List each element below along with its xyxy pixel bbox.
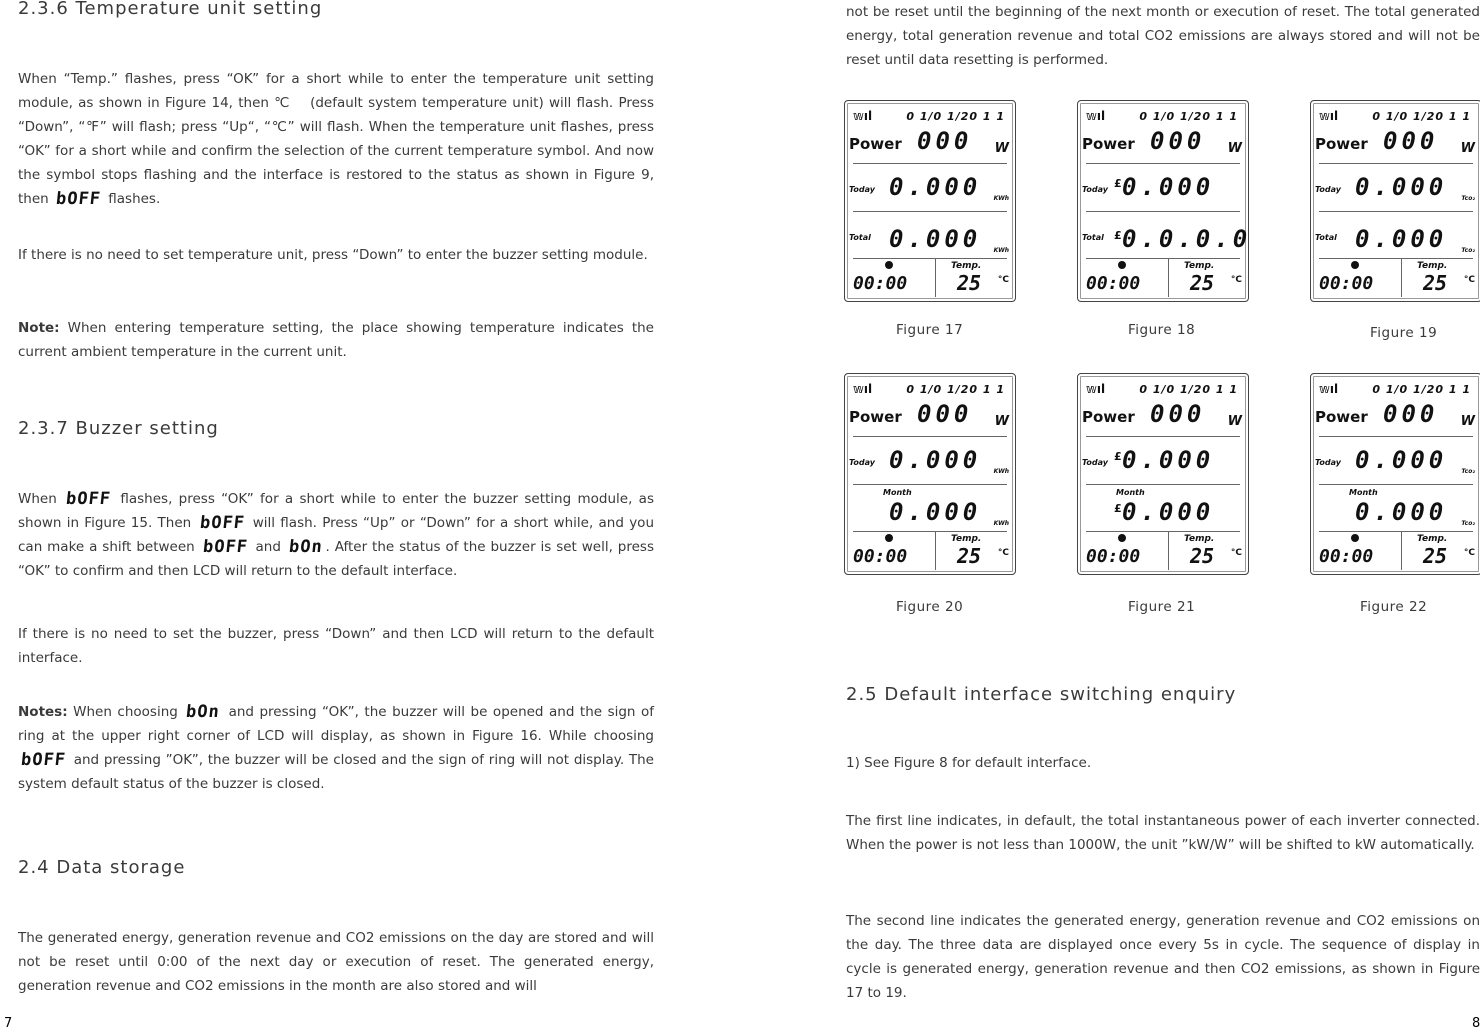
row1-value: 0.000 (1122, 173, 1215, 201)
segment-boff: bOFF (54, 189, 103, 209)
lcd-date: 0 1/0 1/20 1 1 (1139, 383, 1238, 396)
power-label: Power (1315, 135, 1368, 153)
lcd-time: 00:00 (853, 546, 908, 567)
default-interface-paragraph: 1) See Figure 8 for default interface. (846, 755, 1092, 771)
temp-label: Temp. (1417, 534, 1448, 544)
row2-unit: KWh (993, 247, 1009, 254)
power-label: Power (849, 408, 902, 426)
temp-value: 25 (1423, 544, 1448, 568)
clock-icon (885, 261, 893, 269)
buzzer-paragraph (18, 487, 654, 583)
skip-temperature-paragraph: If there is no need to set temperature unit, press “Down” to enter the buzzer setting module. (18, 247, 648, 263)
second-line-paragraph: The second line indicates the generated energy, generation revenue and CO2 emissions on the day. The three data are displayed once every 5s in cycle. The sequence of display in cycle is generated energy, generation revenue and then CO2 emissions, as shown in Figure 17 to 19. (846, 913, 1480, 1001)
power-label: Power (1315, 408, 1368, 426)
divider (1319, 436, 1473, 437)
divider (1086, 211, 1240, 212)
divider (1086, 436, 1240, 437)
row2-label: Total (1315, 233, 1337, 242)
buzzer-text-d: and (255, 539, 281, 555)
temperature-text: When “Temp.” flashes, press “OK” for a short while to enter the temperature unit setting module, as shown in Figure 14, then ℃ (default system temperature unit) will flash. Press “Down”, “℉” will flash; press “Up“, “℃” will flash. When the temperature unit flashes, press “OK” for a short while and confirm the selection of the current temperature symbol. And now the symbol stops flashing and the interface is restored to the status as shown in Figure 9, then (18, 71, 654, 207)
power-unit: W (994, 141, 1009, 156)
divider (935, 532, 936, 570)
row1-label: Today (1315, 185, 1342, 194)
signal-icon: 𝕨ıl (1086, 382, 1106, 396)
temp-unit: °C (997, 275, 1009, 285)
signal-icon: 𝕨ıl (853, 382, 873, 396)
divider (1168, 259, 1169, 297)
row2-value: 0.000 (889, 498, 982, 526)
temperature-paragraph (18, 67, 654, 211)
temp-label: Temp. (1184, 261, 1215, 271)
row1-unit: Tco₂ (1461, 195, 1475, 202)
divider (1319, 484, 1473, 485)
lcd-date: 0 1/0 1/20 1 1 (906, 110, 1005, 123)
row1-value: 0.000 (1122, 446, 1215, 474)
segment-bon: bOn (185, 702, 222, 722)
power-value: 000 (917, 127, 973, 155)
clock-icon (1351, 261, 1359, 269)
section-heading-2-4: 2.4 Data storage (18, 857, 186, 878)
temp-value: 25 (1190, 544, 1215, 568)
temp-value: 25 (957, 544, 982, 568)
clock-icon (1118, 534, 1126, 542)
row2-label: Total (849, 233, 871, 242)
row2-value: 0.0.0.0 (1122, 225, 1252, 253)
divider (853, 484, 1007, 485)
lcd-display (1310, 100, 1480, 302)
month-label: Month (1349, 488, 1378, 497)
clock-icon (885, 534, 893, 542)
power-value: 000 (1383, 127, 1439, 155)
divider (853, 436, 1007, 437)
temp-unit: °C (1463, 275, 1475, 285)
segment-boff: bOFF (201, 537, 249, 557)
divider (853, 163, 1007, 164)
row2-unit: Tco₂ (1461, 247, 1475, 254)
row1-unit: KWh (993, 195, 1009, 202)
signal-icon: 𝕨ıl (1319, 382, 1339, 396)
row2-value: 0.000 (1355, 498, 1448, 526)
power-value: 000 (917, 400, 973, 428)
row1-value: 0.000 (889, 446, 982, 474)
figure-caption: Figure 20 (896, 599, 964, 615)
power-unit: W (1460, 414, 1475, 429)
notes-paragraph (18, 700, 654, 796)
lcd-display (844, 100, 1016, 302)
power-value: 000 (1150, 127, 1206, 155)
lcd-display (1077, 373, 1249, 575)
divider (1086, 484, 1240, 485)
row2-label: Total (1082, 233, 1104, 242)
row2-value: 0.000 (1355, 225, 1448, 253)
signal-icon: 𝕨ıl (1319, 109, 1339, 123)
divider (1319, 211, 1473, 212)
first-line-paragraph: The first line indicates, in default, the total instantaneous power of each inverter connected. When the power is not less than 1000W, the unit ”kW/W” will be shifted to kW automatically. (846, 813, 1480, 853)
power-value: 000 (1383, 400, 1439, 428)
lcd-date: 0 1/0 1/20 1 1 (906, 383, 1005, 396)
figure-caption: Figure 22 (1360, 599, 1428, 615)
pound-sign: £ (1114, 177, 1122, 190)
temp-label: Temp. (1184, 534, 1215, 544)
segment-boff: bOFF (198, 513, 246, 533)
lcd-display (1310, 373, 1480, 575)
figure-caption: Figure 17 (896, 322, 964, 338)
row1-value: 0.000 (1355, 446, 1448, 474)
clock-icon (1118, 261, 1126, 269)
row1-label: Today (849, 458, 876, 467)
divider (1086, 531, 1240, 532)
temp-label: Temp. (1417, 261, 1448, 271)
page-number: 8 (1472, 1016, 1480, 1031)
data-storage-paragraph: The generated energy, generation revenue and CO2 emissions on the day are stored and will not be reset until 0:00 of the next day or execution of reset. The generated energy, generation revenue and CO2 emissions in the month are also stored and will (18, 930, 654, 994)
figure-caption: Figure 21 (1128, 599, 1196, 615)
row2-unit: Tco₂ (1461, 520, 1475, 527)
divider (853, 531, 1007, 532)
lcd-time: 00:00 (1086, 273, 1141, 294)
pound-sign: £ (1114, 229, 1122, 242)
lcd-display (844, 373, 1016, 575)
temperature-text-end: flashes. (108, 191, 161, 207)
divider (935, 259, 936, 297)
power-unit: W (994, 414, 1009, 429)
temp-value: 25 (957, 271, 982, 295)
divider (1168, 532, 1169, 570)
divider (1401, 532, 1402, 570)
divider (1319, 531, 1473, 532)
divider (853, 211, 1007, 212)
row1-unit: KWh (993, 468, 1009, 475)
segment-bon: bOn (287, 537, 324, 557)
temp-value: 25 (1190, 271, 1215, 295)
lcd-time: 00:00 (1319, 273, 1374, 294)
lcd-time: 00:00 (1319, 546, 1374, 567)
power-label: Power (1082, 135, 1135, 153)
signal-icon: 𝕨ıl (853, 109, 873, 123)
divider (1086, 163, 1240, 164)
row1-label: Today (1082, 185, 1109, 194)
row1-label: Today (1082, 458, 1109, 467)
notes-text-c: and pressing ”OK”, the buzzer will be closed and the sign of ring will not display. The system default status of the buzzer is closed. (18, 752, 654, 792)
power-label: Power (1082, 408, 1135, 426)
section-heading-2-3-7: 2.3.7 Buzzer setting (18, 418, 219, 439)
buzzer-text-b: flashes, press “OK” for a short while to enter the buzzer setting module, as shown in Figure 15. Then (18, 491, 654, 531)
lcd-date: 0 1/0 1/20 1 1 (1372, 383, 1471, 396)
figure-caption: Figure 18 (1128, 322, 1196, 338)
notes-lead: Notes: (18, 704, 68, 720)
right-page (740, 0, 1480, 1032)
power-unit: W (1227, 141, 1242, 156)
lcd-date: 0 1/0 1/20 1 1 (1372, 110, 1471, 123)
section-heading-2-3-6: 2.3.6 Temperature unit setting (18, 0, 323, 19)
lcd-display (1077, 100, 1252, 302)
lcd-time: 00:00 (853, 273, 908, 294)
month-label: Month (883, 488, 912, 497)
skip-buzzer-paragraph: If there is no need to set the buzzer, press “Down” and then LCD will return to the default interface. (18, 626, 654, 666)
storage-continued-paragraph: not be reset until the beginning of the next month or execution of reset. The total generated energy, total generation revenue and total CO2 emissions are always stored and will not be reset until data resetting is performed. (846, 4, 1480, 68)
temp-unit: °C (997, 548, 1009, 558)
row1-value: 0.000 (1355, 173, 1448, 201)
note-lead: Note: (18, 320, 60, 336)
row1-unit: Tco₂ (1461, 468, 1475, 475)
buzzer-text-e: . After the status of the buzzer is set well, press “OK” to confirm and then LCD will return to the default interface. (18, 539, 654, 579)
temp-value: 25 (1423, 271, 1448, 295)
power-label: Power (849, 135, 902, 153)
power-unit: W (1460, 141, 1475, 156)
notes-text-a: When choosing (73, 704, 178, 720)
temp-label: Temp. (951, 261, 982, 271)
temp-label: Temp. (951, 534, 982, 544)
notes-text-b: and pressing “OK”, the buzzer will be opened and the sign of ring at the upper right corner of LCD will display, as shown in Figure 16. While choosing (18, 704, 655, 744)
row1-value: 0.000 (889, 173, 982, 201)
row2-unit: KWh (993, 520, 1009, 527)
segment-boff: bOFF (65, 489, 113, 509)
row2-value: 0.000 (1122, 498, 1215, 526)
section-heading-2-5: 2.5 Default interface switching enquiry (846, 684, 1237, 705)
power-unit: W (1227, 414, 1242, 429)
buzzer-text-c: will flash. Press “Up” or “Down” for a short while, and you can make a shift between (18, 515, 654, 555)
divider (1319, 163, 1473, 164)
row1-label: Today (849, 185, 876, 194)
lcd-date: 0 1/0 1/20 1 1 (1139, 110, 1238, 123)
pound-sign: £ (1114, 502, 1122, 515)
pound-sign: £ (1114, 450, 1122, 463)
lcd-time: 00:00 (1086, 546, 1141, 567)
note-text: When entering temperature setting, the place showing temperature indicates the current ambient temperature in the current unit. (18, 320, 654, 360)
temp-unit: °C (1230, 548, 1242, 558)
note-paragraph (18, 316, 654, 364)
divider (853, 258, 1007, 259)
buzzer-text-a: When (18, 491, 57, 507)
divider (1319, 258, 1473, 259)
clock-icon (1351, 534, 1359, 542)
temp-unit: °C (1230, 275, 1242, 285)
temp-unit: °C (1463, 548, 1475, 558)
divider (1086, 258, 1240, 259)
divider (1401, 259, 1402, 297)
signal-icon: 𝕨ıl (1086, 109, 1106, 123)
month-label: Month (1116, 488, 1145, 497)
figure-caption: Figure 19 (1370, 325, 1438, 341)
row2-value: 0.000 (889, 225, 982, 253)
power-value: 000 (1150, 400, 1206, 428)
page-number: 7 (4, 1016, 13, 1031)
segment-boff: bOFF (19, 750, 68, 770)
row1-label: Today (1315, 458, 1342, 467)
